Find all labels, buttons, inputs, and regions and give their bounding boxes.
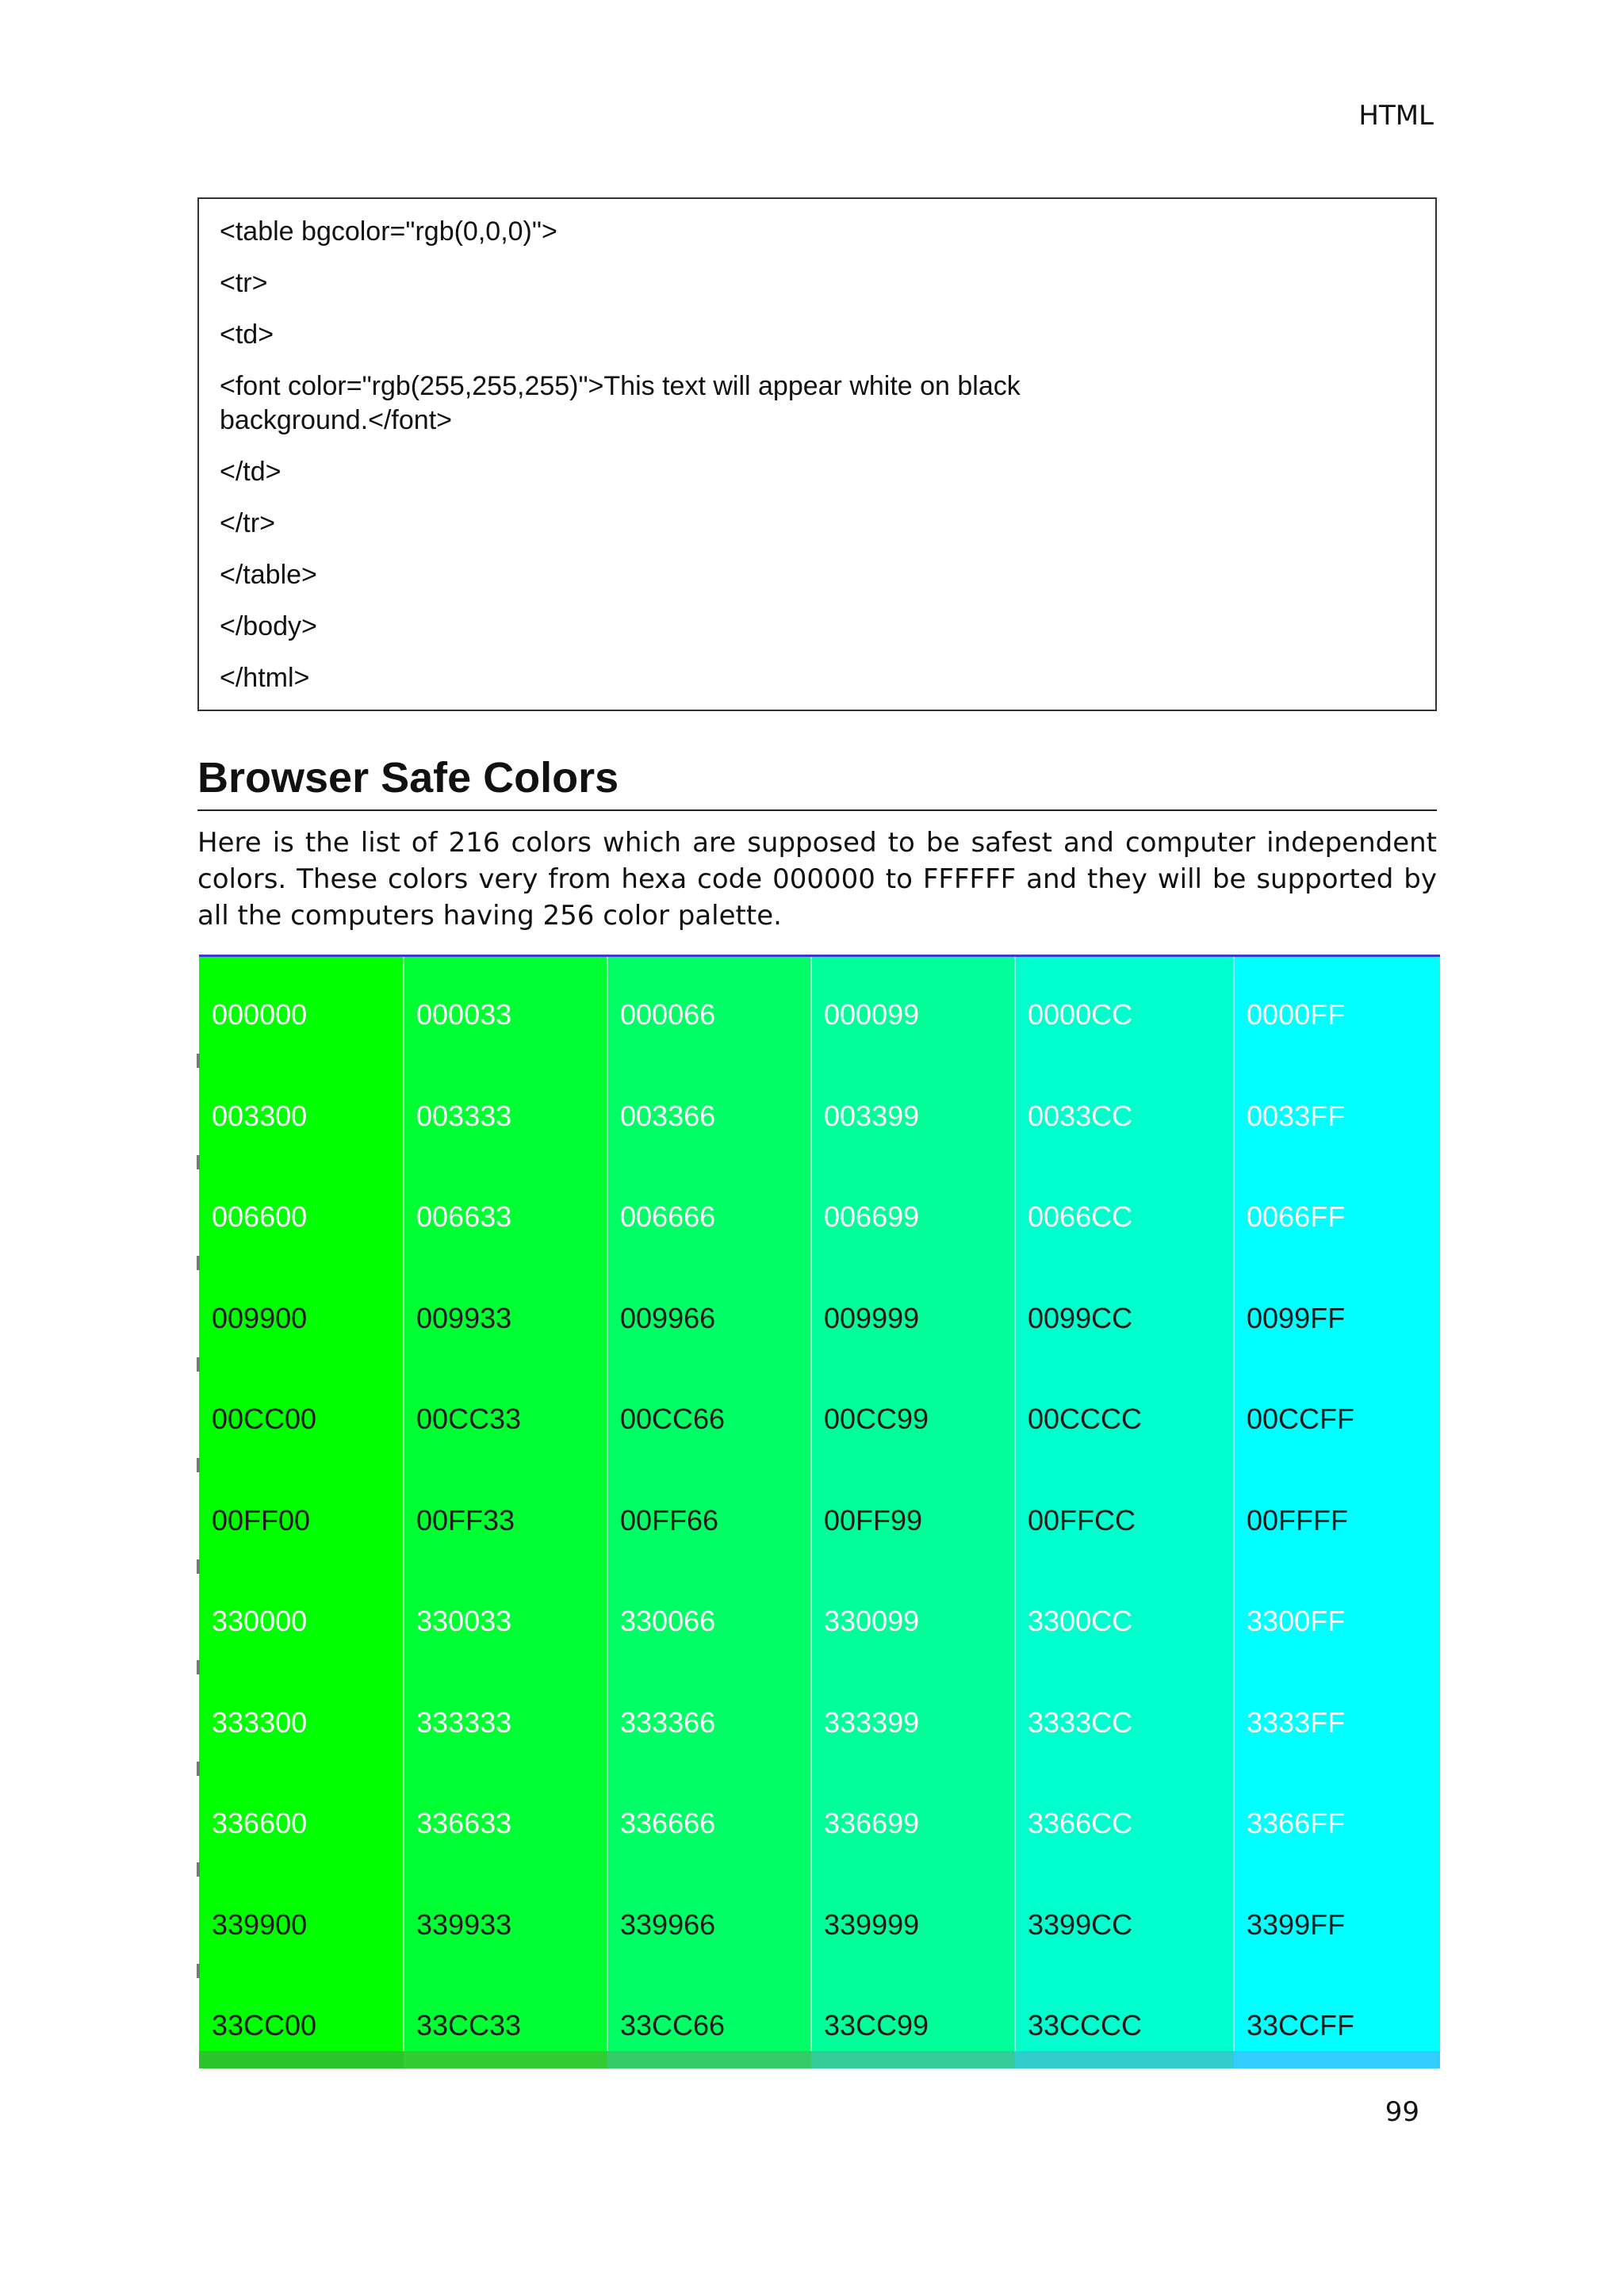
color-code-cell: 3366FF — [1247, 1807, 1346, 1839]
color-code-cell: 33CC99 — [824, 2009, 929, 2042]
color-code-cell: 00CCCC — [1028, 1402, 1143, 1435]
color-code-cell: 006666 — [620, 1200, 716, 1233]
color-strip — [811, 2051, 1015, 2068]
color-code-cell: 0033FF — [1247, 1099, 1346, 1132]
color-code-cell: 00FF33 — [416, 1503, 515, 1536]
color-code-cell: 330033 — [416, 1605, 512, 1637]
row-marker — [197, 1964, 200, 1978]
color-code-cell: 0099CC — [1028, 1301, 1133, 1334]
color-code-cell: 336666 — [620, 1807, 716, 1839]
color-code-cell: 0000FF — [1247, 998, 1346, 1031]
row-marker — [197, 1155, 200, 1169]
row-marker — [197, 1256, 200, 1270]
column-separator — [607, 957, 608, 2051]
row-marker — [197, 1862, 200, 1877]
color-code-cell: 339966 — [620, 1908, 716, 1941]
column-separator — [403, 957, 404, 2051]
column-separator — [1014, 957, 1016, 2051]
title-divider — [197, 809, 1437, 811]
column-separator — [1233, 957, 1235, 2051]
header-label: HTML — [1358, 100, 1434, 132]
color-code-cell: 00FF00 — [212, 1503, 311, 1536]
color-strip — [199, 2051, 404, 2068]
code-line: </table> — [220, 560, 317, 590]
code-line: <font color="rgb(255,255,255)">This text will appear white on black — [220, 371, 1021, 401]
row-marker — [197, 1357, 200, 1372]
color-code-cell: 3399CC — [1028, 1908, 1133, 1941]
color-code-cell: 000033 — [416, 998, 512, 1031]
color-code-cell: 33CCCC — [1028, 2009, 1143, 2042]
color-code-cell: 000066 — [620, 998, 716, 1031]
color-code-cell: 006699 — [824, 1200, 920, 1233]
color-code-cell: 003300 — [212, 1099, 308, 1132]
color-code-cell: 00FFCC — [1028, 1503, 1136, 1536]
color-code-cell: 006600 — [212, 1200, 308, 1233]
color-code-cell: 339900 — [212, 1908, 308, 1941]
color-code-cell: 0099FF — [1247, 1301, 1346, 1334]
color-code-cell: 009933 — [416, 1301, 512, 1334]
color-code-cell: 330000 — [212, 1605, 308, 1637]
color-code-cell: 339933 — [416, 1908, 512, 1941]
color-code-cell: 0066FF — [1247, 1200, 1346, 1233]
color-code-cell: 333399 — [824, 1705, 920, 1739]
color-code-cell: 3333CC — [1028, 1705, 1133, 1739]
color-code-cell: 00CCFF — [1247, 1402, 1355, 1435]
section-title: Browser Safe Colors — [197, 754, 619, 802]
color-code-cell: 00CC00 — [212, 1402, 317, 1435]
color-code-cell: 336699 — [824, 1807, 920, 1839]
color-strip — [607, 2051, 811, 2068]
color-strip — [1015, 2051, 1234, 2068]
color-code-cell: 3333FF — [1247, 1705, 1346, 1739]
row-marker — [197, 1054, 200, 1068]
color-code-cell: 00FF66 — [620, 1503, 719, 1536]
code-line: background.</font> — [220, 405, 453, 435]
color-strip — [404, 2051, 607, 2068]
code-line: <tr> — [220, 268, 268, 298]
row-marker — [197, 1559, 200, 1574]
color-code-cell: 3366CC — [1028, 1807, 1133, 1839]
color-code-cell: 33CC33 — [416, 2009, 522, 2042]
color-code-cell: 330099 — [824, 1605, 920, 1637]
color-code-cell: 33CC00 — [212, 2009, 317, 2042]
code-line: <td> — [220, 320, 274, 350]
browser-safe-color-table — [199, 955, 1440, 2067]
color-code-cell: 339999 — [824, 1908, 920, 1941]
code-line: </td> — [220, 457, 282, 487]
color-code-cell: 009966 — [620, 1301, 716, 1334]
color-code-cell: 33CC66 — [620, 2009, 726, 2042]
color-strip — [1234, 2051, 1440, 2068]
column-separator — [810, 957, 812, 2051]
intro-paragraph: Here is the list of 216 colors which are supposed to be safest and computer independent colors. These colors very from hexa code 000000 to FFFFFF and they will be supported by all the computers having 256 color palette. — [197, 827, 1437, 932]
color-code-cell: 330066 — [620, 1605, 716, 1637]
color-code-cell: 00FF99 — [824, 1503, 923, 1536]
color-code-cell: 0066CC — [1028, 1200, 1133, 1233]
color-code-cell: 000099 — [824, 998, 920, 1031]
color-code-cell: 336633 — [416, 1807, 512, 1839]
color-code-cell: 000000 — [212, 998, 308, 1031]
color-code-cell: 0000CC — [1028, 998, 1133, 1031]
color-code-cell: 333366 — [620, 1705, 716, 1739]
code-line: <table bgcolor="rgb(0,0,0)"> — [220, 216, 557, 247]
code-example-box — [197, 197, 1437, 711]
color-code-cell: 00FFFF — [1247, 1503, 1349, 1536]
color-code-cell: 006633 — [416, 1200, 512, 1233]
color-code-cell: 00CC33 — [416, 1402, 522, 1435]
color-code-cell: 003366 — [620, 1099, 716, 1132]
color-code-cell: 33CCFF — [1247, 2009, 1355, 2042]
color-code-cell: 009999 — [824, 1301, 920, 1334]
color-code-cell: 003333 — [416, 1099, 512, 1132]
color-code-cell: 336600 — [212, 1807, 308, 1839]
color-code-cell: 3300FF — [1247, 1605, 1346, 1637]
page-number: 99 — [1385, 2096, 1419, 2128]
color-code-cell: 3300CC — [1028, 1605, 1133, 1637]
row-marker — [197, 1762, 200, 1776]
color-code-cell: 009900 — [212, 1301, 308, 1334]
row-marker — [197, 1458, 200, 1472]
color-code-cell: 3399FF — [1247, 1908, 1346, 1941]
code-line: </body> — [220, 611, 317, 641]
code-line: </html> — [220, 663, 310, 693]
color-code-cell: 00CC99 — [824, 1402, 929, 1435]
color-code-cell: 333333 — [416, 1705, 512, 1739]
color-code-cell: 0033CC — [1028, 1099, 1133, 1132]
color-code-cell: 003399 — [824, 1099, 920, 1132]
code-line: </tr> — [220, 508, 275, 538]
row-marker — [197, 1660, 200, 1674]
color-code-cell: 333300 — [212, 1705, 308, 1739]
color-code-cell: 00CC66 — [620, 1402, 726, 1435]
